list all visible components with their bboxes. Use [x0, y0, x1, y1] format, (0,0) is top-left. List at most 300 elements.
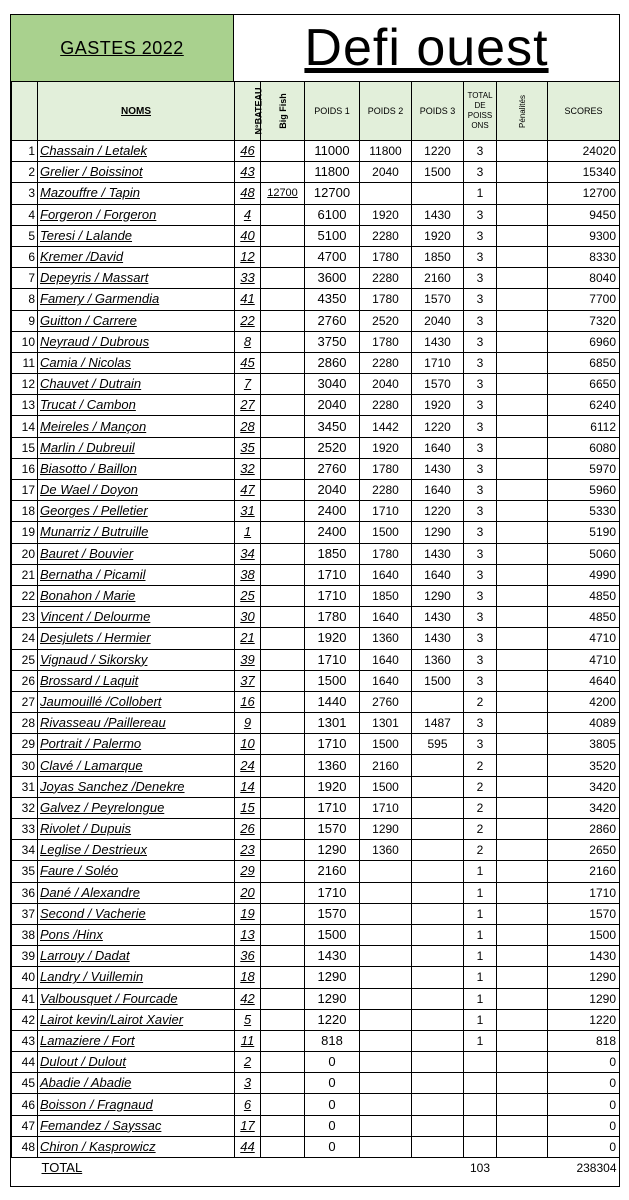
row-poids2: 1290 [360, 819, 412, 840]
row-big-fish [261, 374, 305, 395]
row-penalty [497, 289, 548, 310]
row-big-fish [261, 607, 305, 628]
row-name: Bernatha / Picamil [38, 564, 235, 585]
row-total-fish: 3 [464, 395, 497, 416]
row-score: 4089 [548, 713, 620, 734]
row-poids1: 3600 [305, 268, 360, 289]
row-rank: 7 [12, 268, 38, 289]
row-poids2: 1850 [360, 585, 412, 606]
row-poids2 [360, 1136, 412, 1157]
row-score: 6240 [548, 395, 620, 416]
table-row [12, 797, 620, 818]
row-score: 2650 [548, 840, 620, 861]
row-big-fish [261, 946, 305, 967]
row-total-fish: 1 [464, 946, 497, 967]
row-total-fish: 3 [464, 289, 497, 310]
row-big-fish [261, 1052, 305, 1073]
row-rank: 32 [12, 797, 38, 818]
row-rank: 5 [12, 225, 38, 246]
row-poids1: 0 [305, 1052, 360, 1073]
row-name: Bauret / Bouvier [38, 543, 235, 564]
row-rank: 10 [12, 331, 38, 352]
row-penalty [497, 903, 548, 924]
row-total-fish: 3 [464, 246, 497, 267]
row-poids2 [360, 1030, 412, 1051]
row-rank: 21 [12, 564, 38, 585]
row-rank: 29 [12, 734, 38, 755]
col-header-boat-label: N°BATEAU [253, 87, 264, 135]
row-poids1: 4350 [305, 289, 360, 310]
row-penalty [497, 882, 548, 903]
row-name: Meireles / Mançon [38, 416, 235, 437]
row-big-fish [261, 437, 305, 458]
row-penalty [497, 225, 548, 246]
row-poids2: 1301 [360, 713, 412, 734]
row-total-fish: 3 [464, 501, 497, 522]
row-score: 4200 [548, 691, 620, 712]
row-boat-number: 42 [235, 988, 261, 1009]
row-name: Faure / Soléo [38, 861, 235, 882]
row-total-fish: 3 [464, 628, 497, 649]
row-poids1: 1301 [305, 713, 360, 734]
table-row [12, 903, 620, 924]
col-header-rank [12, 82, 38, 141]
row-poids3 [412, 1030, 464, 1051]
row-name: Kremer /David [38, 246, 235, 267]
row-poids1: 1290 [305, 840, 360, 861]
event-location-box [11, 15, 234, 81]
row-big-fish [261, 1115, 305, 1136]
row-total-fish: 3 [464, 522, 497, 543]
row-poids2: 1710 [360, 501, 412, 522]
row-big-fish [261, 670, 305, 691]
row-rank: 12 [12, 374, 38, 395]
row-name: Boisson / Fragnaud [38, 1094, 235, 1115]
row-poids3 [412, 1094, 464, 1115]
row-total-fish: 3 [464, 225, 497, 246]
table-row [12, 946, 620, 967]
row-rank: 11 [12, 352, 38, 373]
row-penalty [497, 268, 548, 289]
row-poids3 [412, 861, 464, 882]
row-boat-number: 3 [235, 1073, 261, 1094]
row-poids3: 1920 [412, 225, 464, 246]
row-poids2: 1442 [360, 416, 412, 437]
row-rank: 18 [12, 501, 38, 522]
row-poids3: 1430 [412, 607, 464, 628]
row-rank: 44 [12, 1052, 38, 1073]
row-poids2: 2160 [360, 755, 412, 776]
totals-empty-cell [305, 1158, 360, 1179]
row-poids3 [412, 924, 464, 945]
row-total-fish: 3 [464, 310, 497, 331]
row-name: Dulout / Dulout [38, 1052, 235, 1073]
totals-empty-cell [235, 1158, 261, 1179]
row-score: 4710 [548, 628, 620, 649]
row-total-fish: 1 [464, 967, 497, 988]
row-penalty [497, 395, 548, 416]
row-score: 7700 [548, 289, 620, 310]
row-poids3 [412, 1115, 464, 1136]
row-poids1: 11000 [305, 141, 360, 162]
row-big-fish [261, 1094, 305, 1115]
row-penalty [497, 543, 548, 564]
row-rank: 38 [12, 924, 38, 945]
row-rank: 45 [12, 1073, 38, 1094]
row-rank: 4 [12, 204, 38, 225]
row-score: 3520 [548, 755, 620, 776]
row-poids2: 1500 [360, 522, 412, 543]
row-poids1: 1780 [305, 607, 360, 628]
row-boat-number: 17 [235, 1115, 261, 1136]
row-name: Desjulets / Hermier [38, 628, 235, 649]
row-score: 9300 [548, 225, 620, 246]
row-big-fish [261, 564, 305, 585]
row-big-fish [261, 416, 305, 437]
row-poids3: 2040 [412, 310, 464, 331]
row-total-fish: 3 [464, 480, 497, 501]
row-boat-number: 39 [235, 649, 261, 670]
row-penalty [497, 1073, 548, 1094]
row-big-fish [261, 458, 305, 479]
row-boat-number: 5 [235, 1009, 261, 1030]
table-row [12, 162, 620, 183]
row-score: 1710 [548, 882, 620, 903]
row-poids3: 1570 [412, 289, 464, 310]
row-big-fish [261, 141, 305, 162]
row-poids2: 1780 [360, 246, 412, 267]
row-score: 15340 [548, 162, 620, 183]
row-penalty [497, 141, 548, 162]
row-score: 7320 [548, 310, 620, 331]
row-big-fish [261, 204, 305, 225]
row-penalty [497, 501, 548, 522]
row-poids1: 2160 [305, 861, 360, 882]
row-poids3: 1360 [412, 649, 464, 670]
row-name: Larrouy / Dadat [38, 946, 235, 967]
table-row [12, 585, 620, 606]
row-boat-number: 37 [235, 670, 261, 691]
row-poids2: 1640 [360, 670, 412, 691]
row-boat-number: 33 [235, 268, 261, 289]
row-poids3 [412, 755, 464, 776]
row-total-fish: 3 [464, 564, 497, 585]
row-poids3: 1710 [412, 352, 464, 373]
row-boat-number: 34 [235, 543, 261, 564]
table-row [12, 204, 620, 225]
row-total-fish: 3 [464, 162, 497, 183]
row-name: Landry / Vuillemin [38, 967, 235, 988]
row-score: 8040 [548, 268, 620, 289]
row-poids3: 1640 [412, 437, 464, 458]
table-row [12, 1136, 620, 1157]
row-penalty [497, 162, 548, 183]
row-name: Grelier / Boissinot [38, 162, 235, 183]
row-rank: 48 [12, 1136, 38, 1157]
totals-rank-cell [12, 1158, 38, 1179]
row-poids3 [412, 967, 464, 988]
row-penalty [497, 797, 548, 818]
row-name: Chiron / Kasprowicz [38, 1136, 235, 1157]
row-total-fish: 2 [464, 691, 497, 712]
row-total-fish: 3 [464, 607, 497, 628]
totals-empty-cell [497, 1158, 548, 1179]
row-poids2 [360, 946, 412, 967]
row-score: 0 [548, 1073, 620, 1094]
row-boat-number: 21 [235, 628, 261, 649]
row-penalty [497, 607, 548, 628]
row-boat-number: 47 [235, 480, 261, 501]
table-row [12, 458, 620, 479]
row-rank: 41 [12, 988, 38, 1009]
row-total-fish: 3 [464, 734, 497, 755]
row-poids3 [412, 946, 464, 967]
row-score: 8330 [548, 246, 620, 267]
totals-empty-cell [412, 1158, 464, 1179]
row-poids2: 2040 [360, 374, 412, 395]
row-boat-number: 45 [235, 352, 261, 373]
row-poids1: 2760 [305, 458, 360, 479]
row-poids1: 0 [305, 1073, 360, 1094]
table-row [12, 501, 620, 522]
row-poids2: 2280 [360, 225, 412, 246]
row-penalty [497, 988, 548, 1009]
table-row [12, 776, 620, 797]
row-poids1: 1290 [305, 988, 360, 1009]
row-rank: 24 [12, 628, 38, 649]
row-penalty [497, 1030, 548, 1051]
row-big-fish [261, 585, 305, 606]
row-total-fish: 3 [464, 268, 497, 289]
row-name: Femandez / Sayssac [38, 1115, 235, 1136]
row-score: 1500 [548, 924, 620, 945]
row-total-fish [464, 1052, 497, 1073]
row-penalty [497, 734, 548, 755]
row-big-fish [261, 162, 305, 183]
row-name: Galvez / Peyrelongue [38, 797, 235, 818]
row-poids3: 1430 [412, 204, 464, 225]
row-name: Rivasseau /Paillereau [38, 713, 235, 734]
row-poids1: 1710 [305, 797, 360, 818]
row-poids1: 1920 [305, 776, 360, 797]
row-poids1: 1220 [305, 1009, 360, 1030]
col-header-penalites-label: Pénalités [517, 95, 527, 128]
row-penalty [497, 183, 548, 204]
row-total-fish: 1 [464, 924, 497, 945]
row-penalty [497, 755, 548, 776]
row-penalty [497, 691, 548, 712]
row-big-fish [261, 289, 305, 310]
row-name: Biasotto / Baillon [38, 458, 235, 479]
row-boat-number: 16 [235, 691, 261, 712]
row-score: 1570 [548, 903, 620, 924]
row-total-fish: 3 [464, 416, 497, 437]
totals-label: TOTAL [38, 1158, 235, 1179]
row-score: 5970 [548, 458, 620, 479]
col-header-big-fish [261, 82, 305, 141]
row-poids2: 2280 [360, 480, 412, 501]
row-score: 818 [548, 1030, 620, 1051]
row-score: 4710 [548, 649, 620, 670]
table-row [12, 395, 620, 416]
row-penalty [497, 776, 548, 797]
row-poids3 [412, 1073, 464, 1094]
row-boat-number: 25 [235, 585, 261, 606]
row-poids3: 1487 [412, 713, 464, 734]
row-poids3: 1640 [412, 564, 464, 585]
row-big-fish [261, 395, 305, 416]
row-poids3: 1430 [412, 458, 464, 479]
row-total-fish: 3 [464, 204, 497, 225]
row-total-fish: 2 [464, 776, 497, 797]
results-sheet [10, 14, 620, 1187]
row-big-fish [261, 967, 305, 988]
row-poids1: 2040 [305, 395, 360, 416]
row-boat-number: 11 [235, 1030, 261, 1051]
totals-empty-cell [360, 1158, 412, 1179]
table-row [12, 246, 620, 267]
row-score: 2160 [548, 861, 620, 882]
row-poids3: 1430 [412, 543, 464, 564]
row-total-fish: 1 [464, 183, 497, 204]
row-penalty [497, 352, 548, 373]
row-poids2: 1780 [360, 289, 412, 310]
row-poids2: 1920 [360, 204, 412, 225]
row-big-fish [261, 543, 305, 564]
row-big-fish [261, 882, 305, 903]
results-table [11, 81, 620, 1178]
row-poids3 [412, 183, 464, 204]
row-poids2 [360, 1073, 412, 1094]
row-total-fish [464, 1136, 497, 1157]
row-rank: 15 [12, 437, 38, 458]
row-big-fish [261, 310, 305, 331]
table-row [12, 670, 620, 691]
row-big-fish [261, 628, 305, 649]
table-row [12, 840, 620, 861]
row-boat-number: 44 [235, 1136, 261, 1157]
row-boat-number: 19 [235, 903, 261, 924]
row-total-fish: 1 [464, 1030, 497, 1051]
row-score: 5960 [548, 480, 620, 501]
row-penalty [497, 480, 548, 501]
row-score: 3805 [548, 734, 620, 755]
row-poids1: 1430 [305, 946, 360, 967]
row-big-fish [261, 225, 305, 246]
table-row [12, 967, 620, 988]
row-total-fish: 3 [464, 543, 497, 564]
row-poids3: 1920 [412, 395, 464, 416]
row-boat-number: 18 [235, 967, 261, 988]
row-poids1: 818 [305, 1030, 360, 1051]
row-poids3: 1220 [412, 501, 464, 522]
row-name: Joyas Sanchez /Denekre [38, 776, 235, 797]
row-big-fish [261, 246, 305, 267]
row-poids1: 2400 [305, 501, 360, 522]
table-row [12, 543, 620, 564]
row-boat-number: 48 [235, 183, 261, 204]
row-penalty [497, 1115, 548, 1136]
row-poids1: 0 [305, 1115, 360, 1136]
row-boat-number: 32 [235, 458, 261, 479]
row-boat-number: 26 [235, 819, 261, 840]
row-name: Portrait / Palermo [38, 734, 235, 755]
row-score: 3420 [548, 776, 620, 797]
row-poids1: 1850 [305, 543, 360, 564]
row-name: Second / Vacherie [38, 903, 235, 924]
row-score: 3420 [548, 797, 620, 818]
row-score: 24020 [548, 141, 620, 162]
row-poids1: 2040 [305, 480, 360, 501]
row-big-fish [261, 776, 305, 797]
row-score: 1290 [548, 967, 620, 988]
row-boat-number: 14 [235, 776, 261, 797]
row-poids3 [412, 797, 464, 818]
row-poids1: 2860 [305, 352, 360, 373]
table-row [12, 861, 620, 882]
row-total-fish: 1 [464, 988, 497, 1009]
row-poids3 [412, 691, 464, 712]
row-penalty [497, 331, 548, 352]
row-name: Bonahon / Marie [38, 585, 235, 606]
col-header-poids3: POIDS 3 [412, 82, 464, 141]
row-poids3 [412, 840, 464, 861]
row-poids1: 1920 [305, 628, 360, 649]
row-poids2 [360, 882, 412, 903]
row-rank: 16 [12, 458, 38, 479]
row-penalty [497, 924, 548, 945]
row-score: 0 [548, 1136, 620, 1157]
row-rank: 42 [12, 1009, 38, 1030]
row-total-fish: 3 [464, 649, 497, 670]
row-poids2: 1360 [360, 628, 412, 649]
table-row [12, 225, 620, 246]
row-score: 5330 [548, 501, 620, 522]
row-penalty [497, 522, 548, 543]
row-poids2: 2760 [360, 691, 412, 712]
row-big-fish [261, 1030, 305, 1051]
row-total-fish: 3 [464, 458, 497, 479]
row-poids2 [360, 1115, 412, 1136]
table-row [12, 882, 620, 903]
row-score: 5060 [548, 543, 620, 564]
table-row [12, 1115, 620, 1136]
row-penalty [497, 1136, 548, 1157]
event-location-title: GASTES 2022 [60, 37, 184, 58]
row-boat-number: 41 [235, 289, 261, 310]
row-total-fish: 3 [464, 670, 497, 691]
row-boat-number: 20 [235, 882, 261, 903]
row-score: 1220 [548, 1009, 620, 1030]
row-boat-number: 10 [235, 734, 261, 755]
row-poids1: 1500 [305, 670, 360, 691]
row-name: Abadie / Abadie [38, 1073, 235, 1094]
row-poids3: 1500 [412, 670, 464, 691]
row-rank: 1 [12, 141, 38, 162]
row-boat-number: 43 [235, 162, 261, 183]
row-total-fish: 1 [464, 903, 497, 924]
table-row [12, 691, 620, 712]
row-rank: 36 [12, 882, 38, 903]
row-name: Georges / Pelletier [38, 501, 235, 522]
row-boat-number: 13 [235, 924, 261, 945]
row-rank: 33 [12, 819, 38, 840]
row-total-fish: 1 [464, 861, 497, 882]
row-poids2 [360, 967, 412, 988]
row-score: 4640 [548, 670, 620, 691]
row-rank: 8 [12, 289, 38, 310]
table-row [12, 1052, 620, 1073]
